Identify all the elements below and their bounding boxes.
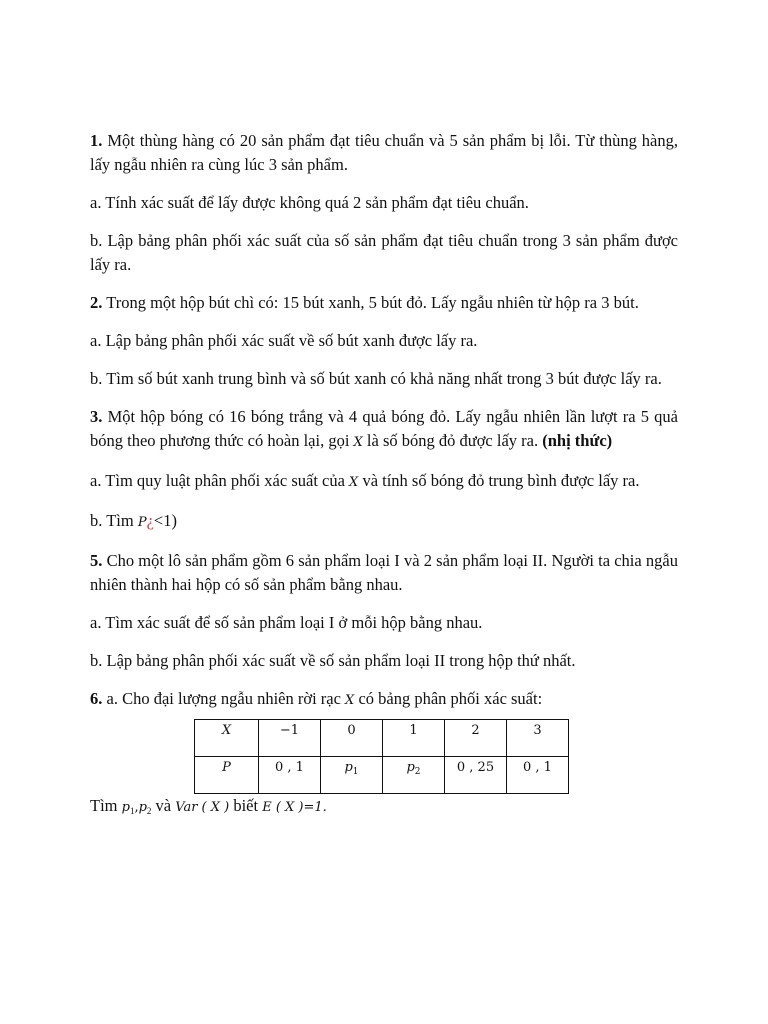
table-cell: 1 bbox=[383, 720, 445, 757]
question-3a bbox=[90, 469, 678, 495]
question-3a-after: và tính số bóng đỏ trung bình được lấy ra. bbox=[362, 471, 640, 490]
question-3-text-after: là số bóng đỏ được lấy ra. bbox=[366, 431, 539, 450]
distribution-table bbox=[194, 719, 569, 794]
question-6 bbox=[90, 687, 678, 713]
table-cell: P bbox=[195, 757, 259, 794]
probability-p: P bbox=[137, 515, 147, 530]
question-2a: a. Lập bảng phân phối xác suất về số bút xanh được lấy ra. bbox=[90, 331, 478, 350]
final-biet: biết bbox=[233, 796, 259, 815]
question-2-number: 2. bbox=[90, 293, 103, 312]
table-cell: 2 bbox=[445, 720, 507, 757]
question-2 bbox=[90, 291, 678, 315]
subscript-1: 1 bbox=[129, 806, 135, 816]
question-3b-after: <1) bbox=[153, 511, 177, 530]
question-3b bbox=[90, 509, 678, 535]
garbled-glyph: ¿ bbox=[146, 511, 154, 530]
variable-x: X bbox=[349, 475, 359, 490]
table-cell: 3 bbox=[507, 720, 569, 757]
p1-symbol: p bbox=[121, 800, 130, 815]
question-1-text: Một thùng hàng có 20 sản phẩm đạt tiêu chuẩn và 5 sản phẩm bị lỗi. Từ thùng hàng, lấy ngẫu nhiên ra cùng lúc 3 sản phẩm. bbox=[90, 131, 679, 174]
table-cell bbox=[321, 757, 383, 794]
table-cell: 0 bbox=[321, 720, 383, 757]
question-3-bold-note: (nhị thức) bbox=[542, 431, 613, 450]
table-cell: 0 , 1 bbox=[259, 757, 321, 794]
variable-x: X bbox=[353, 435, 363, 450]
question-3b-before: b. Tìm bbox=[90, 511, 134, 530]
question-3a-before: a. Tìm quy luật phân phối xác suất của bbox=[90, 471, 345, 490]
table-row-values bbox=[195, 720, 569, 757]
table-cell: X bbox=[195, 720, 259, 757]
question-5 bbox=[90, 549, 678, 597]
question-1-number: 1. bbox=[90, 131, 103, 150]
question-6-final-line bbox=[90, 794, 678, 823]
subscript-2: 2 bbox=[146, 806, 152, 816]
p2-symbol: p bbox=[138, 800, 147, 815]
table-cell: 0 , 1 bbox=[507, 757, 569, 794]
p2-symbol: p bbox=[406, 760, 415, 775]
final-va: và bbox=[155, 796, 172, 815]
question-6-text-before: a. Cho đại lượng ngẫu nhiên rời rạc bbox=[106, 689, 341, 708]
question-1 bbox=[90, 129, 678, 177]
question-3-number: 3. bbox=[90, 407, 103, 426]
question-2b: b. Tìm số bút xanh trung bình và số bút xanh có khả năng nhất trong 3 bút được lấy ra. bbox=[90, 369, 662, 388]
question-5a: a. Tìm xác suất để số sản phẩm loại I ở mỗi hộp bằng nhau. bbox=[90, 613, 483, 632]
question-2-text: Trong một hộp bút chì có: 15 bút xanh, 5 bút đỏ. Lấy ngẫu nhiên từ hộp ra 3 bút. bbox=[106, 293, 639, 312]
variable-x: X bbox=[345, 693, 355, 708]
question-1b: b. Lập bảng phân phối xác suất của số sản phẩm đạt tiêu chuẩn trong 3 sản phẩm được lấy ra. bbox=[90, 231, 678, 274]
question-1a: a. Tính xác suất để lấy được không quá 2 sản phẩm đạt tiêu chuẩn. bbox=[90, 193, 529, 212]
p1-symbol: p bbox=[344, 760, 353, 775]
table-cell bbox=[383, 757, 445, 794]
table-cell: 0 , 25 bbox=[445, 757, 507, 794]
table-row-probabilities bbox=[195, 757, 569, 794]
question-5-number: 5. bbox=[90, 551, 103, 570]
comma: , bbox=[134, 800, 139, 815]
question-6-number: 6. bbox=[90, 689, 103, 708]
final-tim: Tìm bbox=[90, 796, 118, 815]
question-6-text-after: có bảng phân phối xác suất: bbox=[358, 689, 543, 708]
question-5b: b. Lập bảng phân phối xác suất về số sản phẩm loại II trong hộp thứ nhất. bbox=[90, 651, 576, 670]
table-cell: −1 bbox=[259, 720, 321, 757]
document-page bbox=[90, 129, 678, 837]
question-5-text: Cho một lô sản phẩm gồm 6 sản phẩm loại I và 2 sản phẩm loại II. Người ta chia ngẫu nhiên thành hai hộp có số sản phẩm bằng nhau. bbox=[90, 551, 678, 594]
question-3-text-before: Một hộp bóng có 16 bóng trắng và 4 quả bóng đỏ. Lấy ngẫu nhiên lần lượt ra 5 quả bóng theo phương thức có hoàn lại, gọi bbox=[90, 407, 679, 450]
question-3 bbox=[90, 405, 678, 455]
subscript-1: 1 bbox=[352, 767, 359, 777]
expectation-expression: E ( X )=1. bbox=[262, 800, 327, 815]
variance-expression: Var ( X ) bbox=[175, 800, 230, 815]
subscript-2: 2 bbox=[414, 767, 421, 777]
